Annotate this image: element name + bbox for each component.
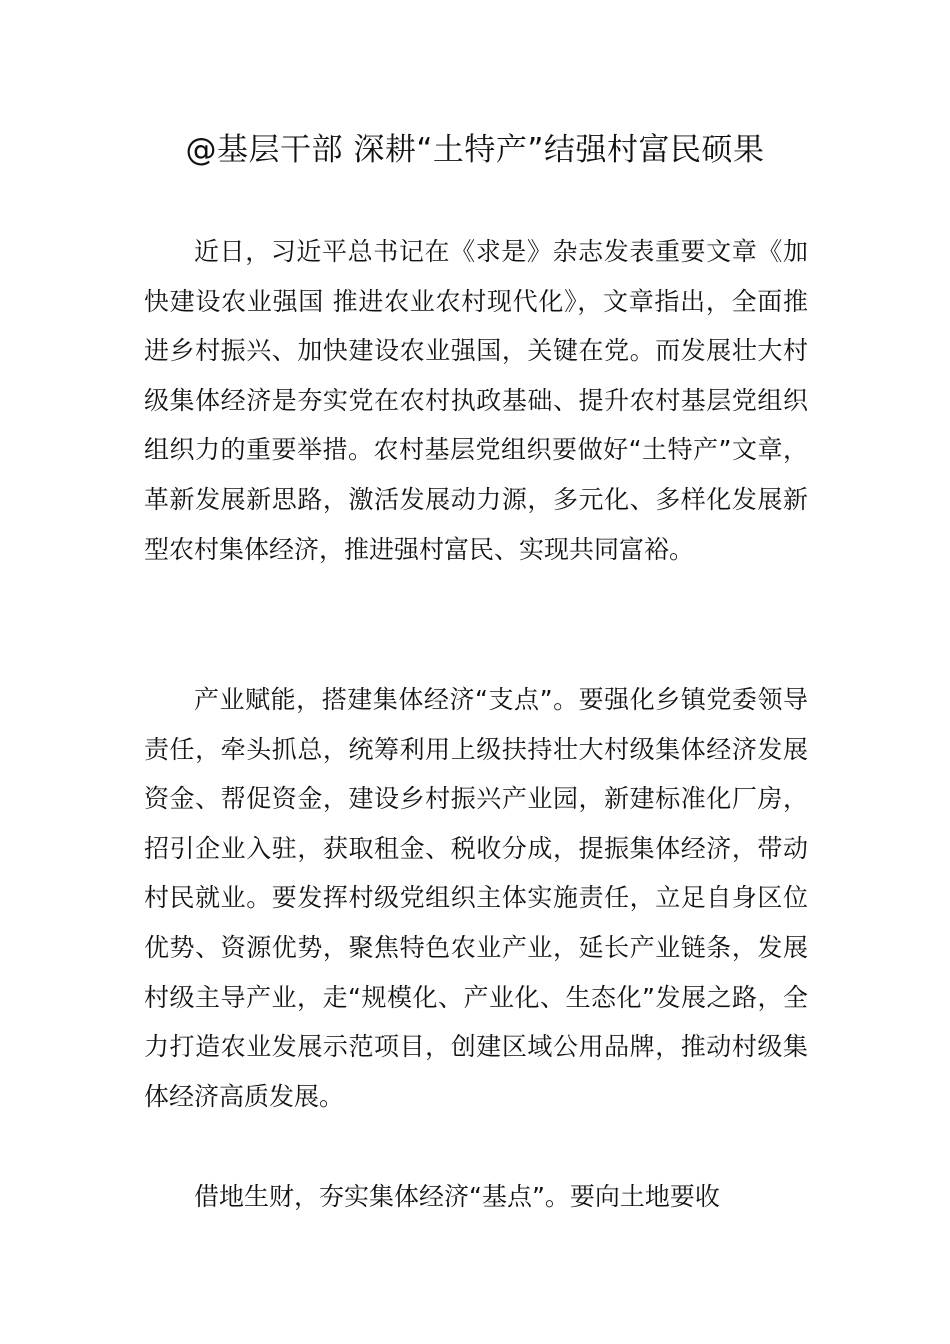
article-paragraph-3: 借地生财，夯实集体经济“基点”。要向土地要收: [194, 1182, 720, 1211]
article-paragraph-1: 近日，习近平总书记在《求是》杂志发表重要文章《加快建设农业强国 推进农业农村现代化》，文章指出，全面推进乡村振兴、加快建设农业强国，关键在党。而发展壮大村级集体经济是夯实党在农村执政基础、提升农村基层党组织组织力的重要举措。农村基层党组织要做好“土特产”文章，革新发展新思路，激活发展动力源，多元化、多样化发展新型农村集体经济，推进强村富民、实现共同富裕。: [144, 237, 808, 564]
article-title: @基层干部 深耕“土特产”结强村富民硕果: [185, 132, 765, 168]
article-paragraph-2: 产业赋能，搭建集体经济“支点”。要强化乡镇党委领导责任，牵头抓总，统筹利用上级扶持壮大村级集体经济发展资金、帮促资金，建设乡村振兴产业园，新建标准化厂房，招引企业入驻，获取租金、税收分成，提振集体经济，带动村民就业。要发挥村级党组织主体实施责任，立足自身区位优势、资源优势，聚焦特色农业产业，延长产业链条，发展村级主导产业，走“规模化、产业化、生态化”发展之路，全力打造农业发展示范项目，创建区域公用品牌，推动村级集体经济高质发展。: [144, 685, 808, 1111]
